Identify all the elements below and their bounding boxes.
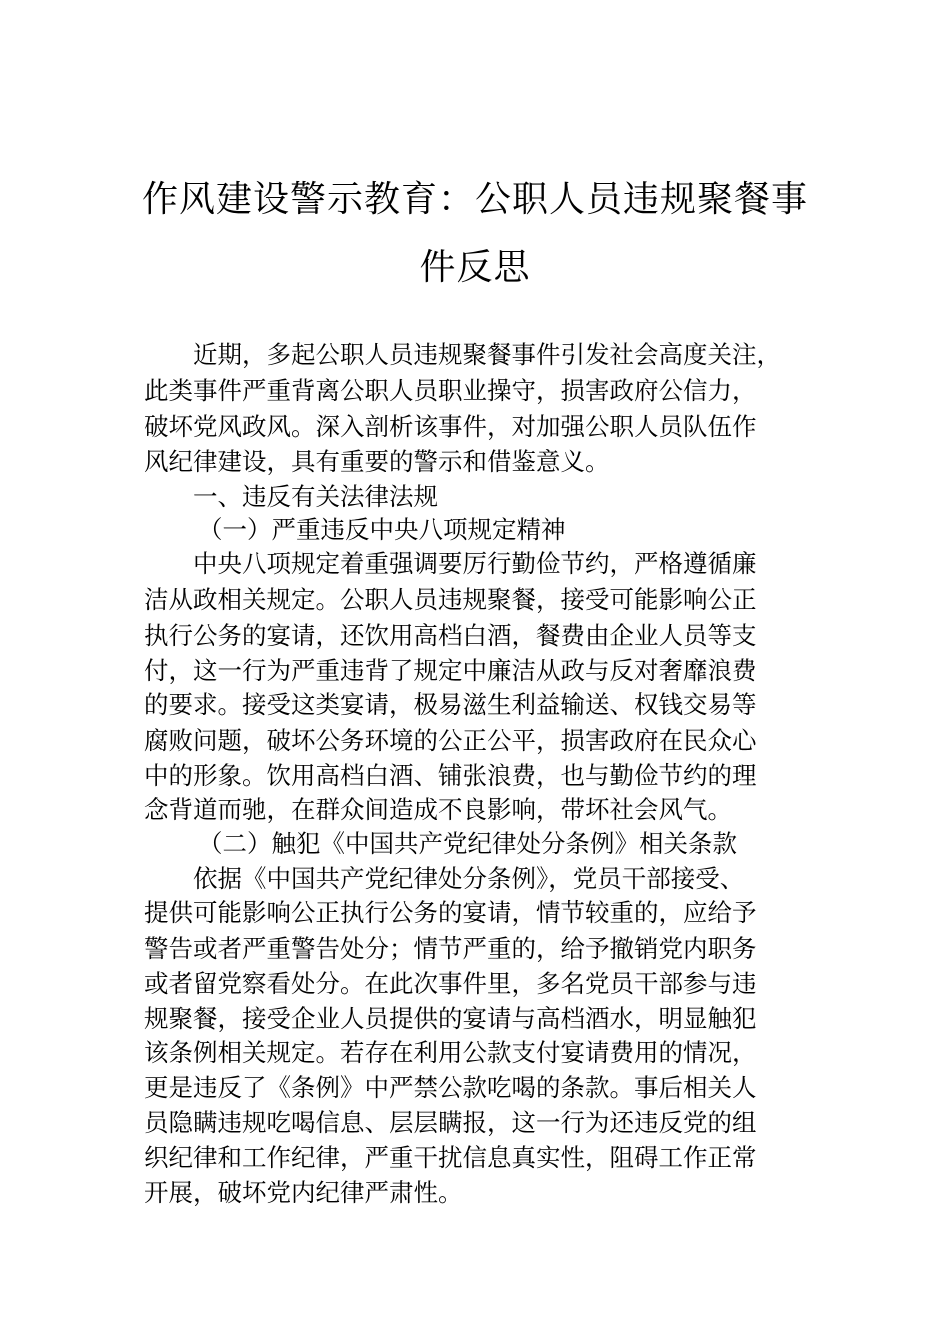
subsection-heading: （二）触犯《中国共产党纪律处分条例》相关条款 <box>198 829 737 858</box>
body-line: 近期，多起公职人员违规聚餐事件引发社会高度关注， <box>193 340 781 369</box>
document-title-line-1: 作风建设警示教育：公职人员违规聚餐事 <box>141 179 808 220</box>
section-heading: 一、违反有关法律法规 <box>193 482 438 511</box>
body-line: 依据《中国共产党纪律处分条例》，党员干部接受、 <box>193 864 745 893</box>
body-line: 洁从政相关规定。公职人员违规聚餐，接受可能影响公正 <box>144 585 757 614</box>
body-line: 或者留党察看处分。在此次事件里，多名党员干部参与违 <box>144 969 757 998</box>
body-line: 中央八项规定着重强调要厉行勤俭节约，严格遵循廉 <box>193 549 757 578</box>
body-line: 该条例相关规定。若存在利用公款支付宴请费用的情况， <box>144 1038 757 1067</box>
body-line: 付，这一行为严重违背了规定中廉洁从政与反对奢靡浪费 <box>144 656 757 685</box>
body-line: 开展，破坏党内纪律严肃性。 <box>144 1178 463 1207</box>
body-line: 员隐瞒违规吃喝信息、层层瞒报，这一行为还违反党的组 <box>144 1108 757 1137</box>
body-line: 警告或者严重警告处分；情节严重的，给予撤销党内职务 <box>144 934 757 963</box>
body-line: 的要求。接受这类宴请，极易滋生利益输送、权钱交易等 <box>144 690 757 719</box>
document-title-line-2: 件反思 <box>419 247 531 288</box>
body-line: 破坏党风政风。深入剖析该事件，对加强公职人员队伍作 <box>144 412 757 441</box>
body-line: 规聚餐，接受企业人员提供的宴请与高档酒水，明显触犯 <box>144 1004 757 1033</box>
body-line: 中的形象。饮用高档白酒、铺张浪费，也与勤俭节约的理 <box>144 761 757 790</box>
body-line: 更是违反了《条例》中严禁公款吃喝的条款。事后相关人 <box>144 1073 757 1102</box>
body-line: 执行公务的宴请，还饮用高档白酒，餐费由企业人员等支 <box>144 621 757 650</box>
body-line: 腐败问题，破坏公务环境的公正公平，损害政府在民众心 <box>144 726 757 755</box>
subsection-heading: （一）严重违反中央八项规定精神 <box>198 515 566 544</box>
body-line: 风纪律建设，具有重要的警示和借鉴意义。 <box>144 447 610 476</box>
body-line: 此类事件严重背离公职人员职业操守，损害政府公信力， <box>144 376 757 405</box>
body-line: 念背道而驰，在群众间造成不良影响，带坏社会风气。 <box>144 795 732 824</box>
body-line: 提供可能影响公正执行公务的宴请，情节较重的，应给予 <box>144 898 757 927</box>
body-line: 织纪律和工作纪律，严重干扰信息真实性，阻碍工作正常 <box>144 1143 757 1172</box>
